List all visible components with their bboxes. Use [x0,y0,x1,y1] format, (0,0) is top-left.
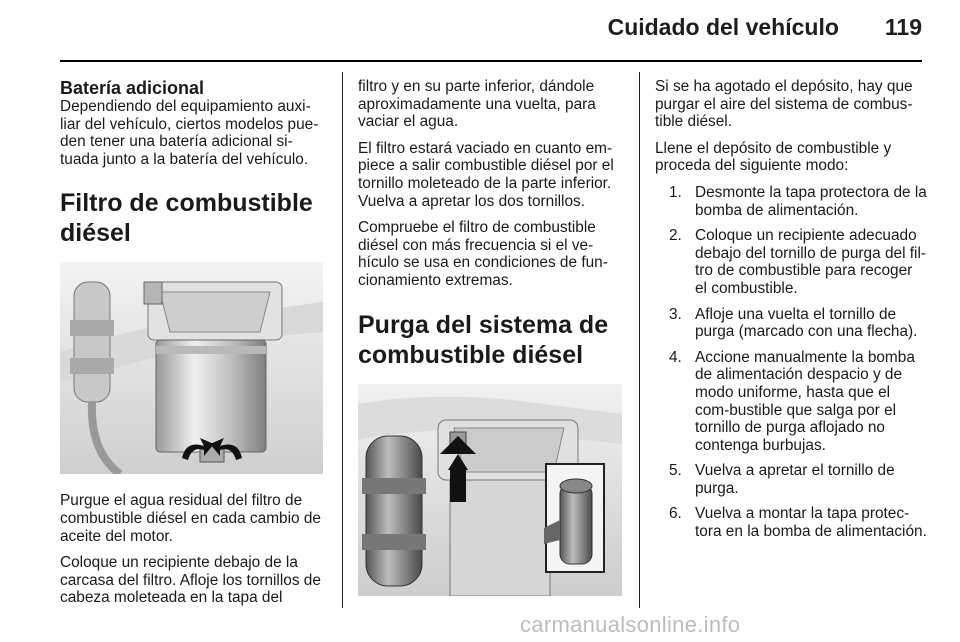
page-header [608,14,922,41]
column-2 [358,78,628,596]
header-rule [60,60,922,62]
purge-paragraph-1: Si se ha agotado el depósito, hay que purgar el aire del sistema de combus-tible diésel. [655,78,913,131]
page-title: Cuidado del vehículo [607,14,839,40]
battery-heading: Batería adicional [60,78,205,98]
list-item: 1. Desmonte la tapa protectora de la bomba de alimentación. [669,183,927,219]
filter-illustration [60,262,323,474]
purge-illustration [358,384,622,596]
filter-paragraph-5: Compruebe el filtro de combustible diésel con más frecuencia si el ve-hículo se usa en condiciones de fun-cionamiento extremas. [358,219,608,289]
watermark: carmanualsonline.info [520,612,741,637]
list-item: 6. Vuelva a montar la tapa protec-tora en la bomba de alimentación. [669,505,927,541]
battery-paragraph: Dependiendo del equipamiento auxi-liar del vehículo, ciertos modelos pue-den tener una batería adicional si-tuada junto a la batería del vehículo. [60,98,319,168]
column-1 [60,78,328,616]
list-item: 3. Afloje una vuelta el tornillo de purga (marcado con una flecha). [669,305,918,341]
list-item: 5. Vuelva a apretar el tornillo de purga. [669,462,895,497]
list-item: 2. Coloque un recipiente adecuado debajo del tornillo de purga del fil-tro de combustible para recoger el combustible. [669,227,927,297]
purge-heading: Purga del sistema de combustible diésel [358,310,609,369]
purge-paragraph-2: Llene el depósito de combustible y proceda del siguiente modo: [655,139,892,175]
filter-heading: Filtro de combustible diésel [60,189,313,248]
column-3 [655,78,927,549]
filter-paragraph-1: Purgue el agua residual del filtro de combustible diésel en cada cambio de aceite del motor. [60,492,321,545]
column-divider-2 [639,72,640,608]
column-divider-1 [342,72,343,608]
purge-steps-list [655,184,927,541]
page-number: 119 [884,14,922,40]
filter-paragraph-4: El filtro estará vaciado en cuanto em-piece a salir combustible diésel por el tornillo moleteado de la parte inferior. Vuelva a apretar los dos tornillos. [358,139,614,210]
filter-paragraph-3: filtro y en su parte inferior, dándole aproximadamente una vuelta, para vaciar el agua. [358,78,596,131]
list-item: 4. Accione manualmente la bomba de alimentación despacio y de modo uniforme, hasta que el com-bustible que salga por el tornillo de purga aflojado no contenga burbujas. [669,348,915,454]
filter-paragraph-2: Coloque un recipiente debajo de la carcasa del filtro. Afloje los tornillos de cabeza moleteada en la tapa del [60,554,321,607]
